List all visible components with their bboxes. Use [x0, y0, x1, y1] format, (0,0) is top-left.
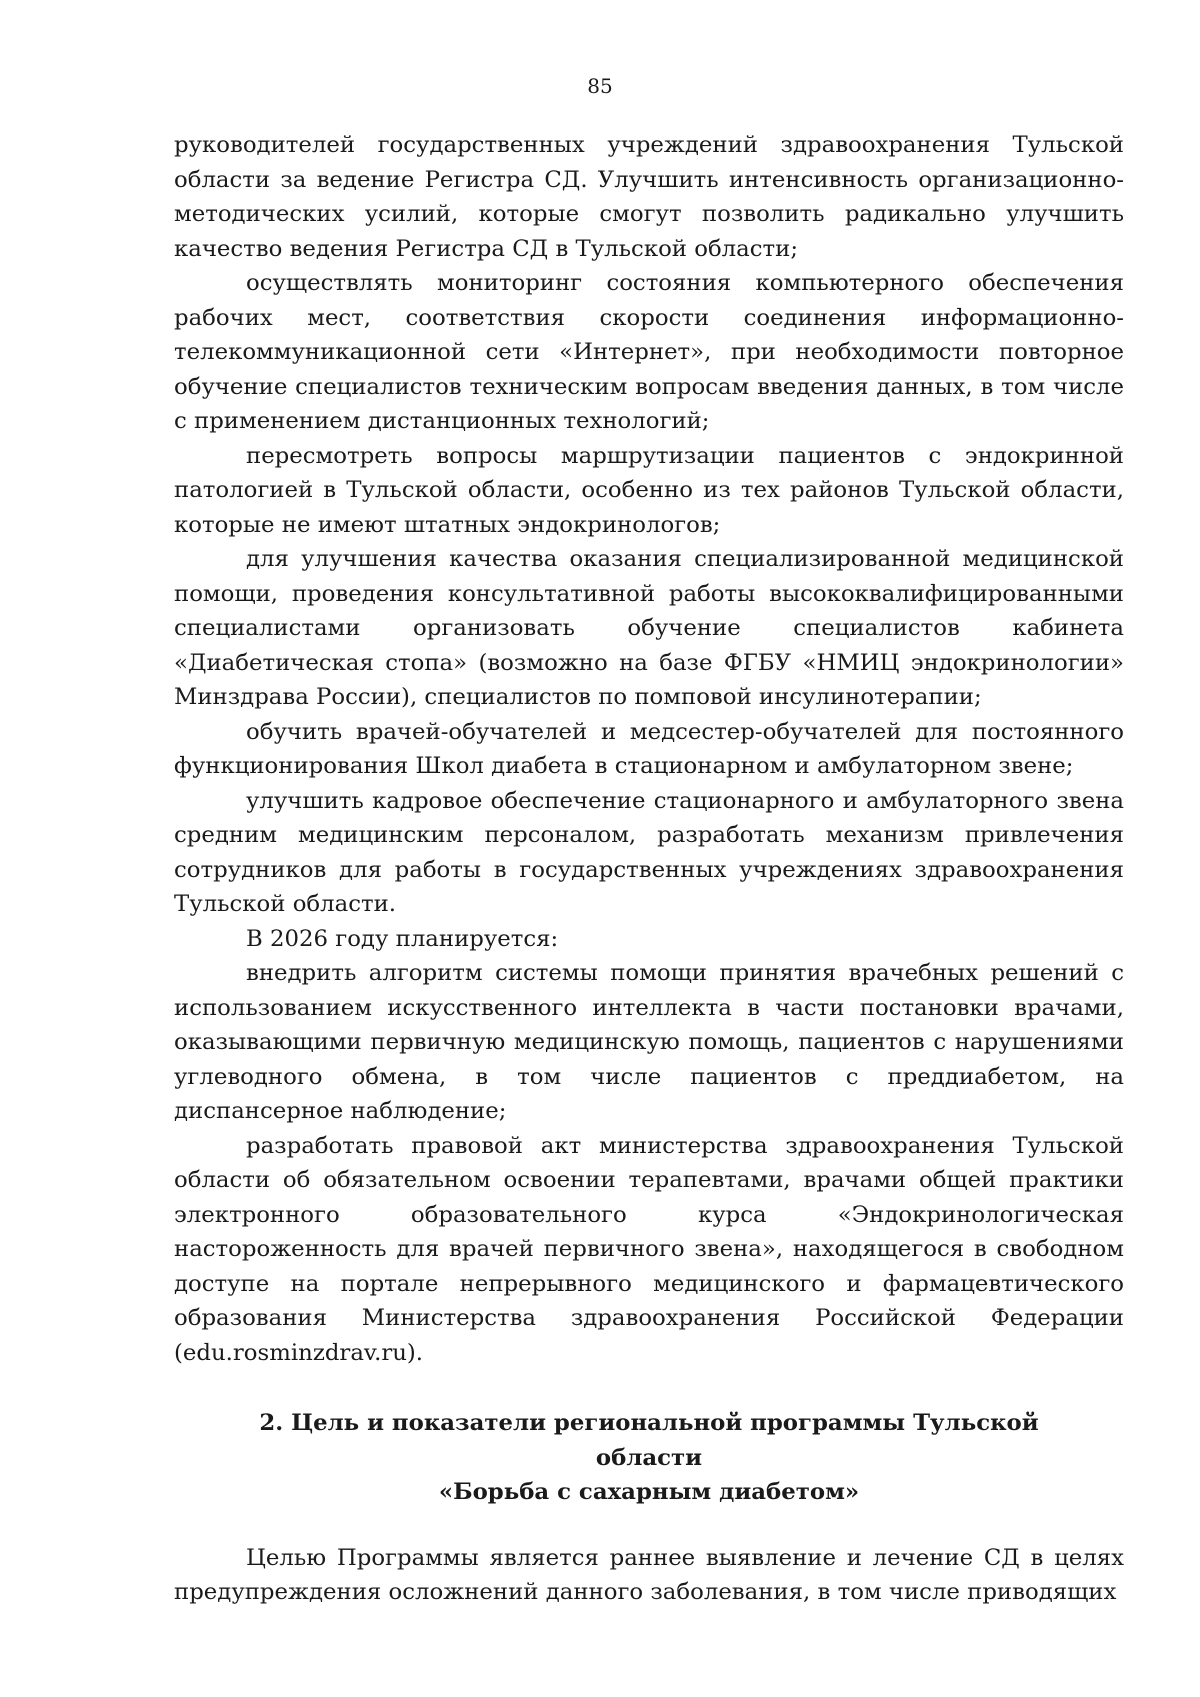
paragraph-legal-act: разработать правовой акт министерства здравоохранения Тульской области об обязательном освоении терапевтами, врачами общей практики электронного образовательного курса «Эндокринологическая настороженность для врачей первичного звена», находящегося в свободном доступе на портале непрерывного медицинского и фармацевтического образования Министерства здравоохранения Российской Федерации (edu.rosminzdrav.ru).	[174, 1132, 1124, 1366]
paragraph-staffing: улучшить кадровое обеспечение стационарного и амбулаторного звена средним медицинским персоналом, разработать механизм привлечения сотрудников для работы в государственных учреждениях здравоохранения Тульской области.	[174, 787, 1124, 917]
paragraph-monitoring: осуществлять мониторинг состояния компьютерного обеспечения рабочих мест, соответствия скорости соединения информационно-телекоммуникационной сети «Интернет», при необходимости повторное обучение специалистов техническим вопросам введения данных, в том числе с применением дистанционных технологий;	[174, 270, 1124, 434]
page-number: 85	[587, 74, 613, 98]
paragraph-training: для улучшения качества оказания специализированной медицинской помощи, проведения консультативной работы высококвалифицированными специалистами организовать обучение специалистов кабинета «Диабетическая стопа» (возможно на базе ФГБУ «НМИЦ эндокринологии» Минздрава России), специалистов по помповой инсулинотерапии;	[174, 546, 1124, 710]
paragraph-ai-algorithm: внедрить алгоритм системы помощи принятия врачебных решений с использованием искусственного интеллекта в части постановки врачами, оказывающими первичную медицинскую помощь, пациентов с нарушениями углеводного обмена, в том числе пациентов с преддиабетом, на диспансерное наблюдение;	[174, 960, 1124, 1124]
section-heading-line-1: 2. Цель и показатели региональной программы Тульской области	[259, 1410, 1039, 1471]
document-body	[174, 128, 1124, 1610]
paragraph-continuation: руководителей государственных учреждений здравоохранения Тульской области за ведение Регистра СД. Улучшить интенсивность организационно-методических усилий, которые смогут позволить радикально улучшить качество ведения Регистра СД в Тульской области;	[174, 132, 1124, 262]
section-heading	[174, 1406, 1124, 1510]
section-heading-line-2: «Борьба с сахарным диабетом»	[438, 1479, 860, 1505]
paragraph-program-goal: Целью Программы является раннее выявление и лечение СД в целях предупреждения осложнений данного заболевания, в том числе приводящих	[174, 1544, 1124, 1605]
paragraph-2026-plans: В 2026 году планируется:	[246, 925, 559, 952]
paragraph-diabetes-schools: обучить врачей-обучателей и медсестер-обучателей для постоянного функционирования Школ диабета в стационарном и амбулаторном звене;	[174, 718, 1124, 779]
paragraph-routing: пересмотреть вопросы маршрутизации пациентов с эндокринной патологией в Тульской области, особенно из тех районов Тульской области, которые не имеют штатных эндокринологов;	[174, 442, 1124, 538]
